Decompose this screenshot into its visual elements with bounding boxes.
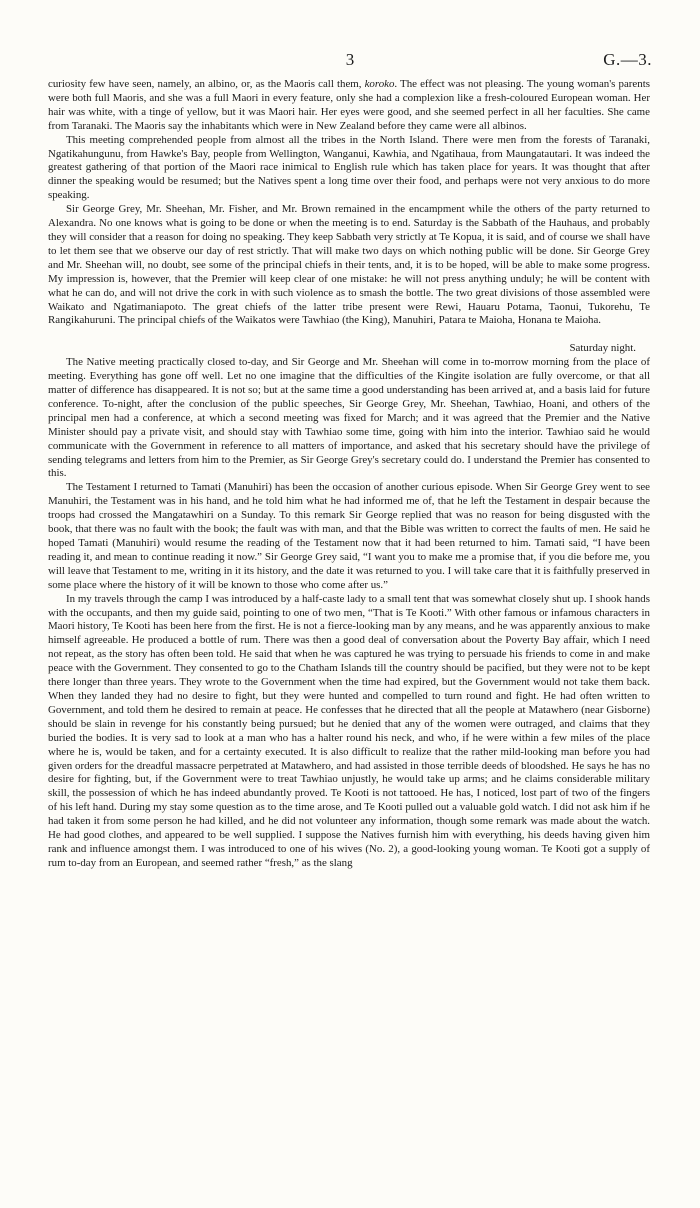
paragraph-meeting-tribes: This meeting comprehended people from almost all the tribes in the North Island. There were men from the forests of Taranaki, Ngatikahungunu, from Hawke's Bay, people from Wellington, Wanganui, Kawhia, and Ngatihaua, from Maungatautari. It was indeed the greatest gathering of that portion of the Maori race inimical to English rule which has taken place for years. It was thought that after dinner the speaking would be resumed; but the Natives spent a long time over their food, and perhaps were not very anxious to do more speaking. [48, 133, 650, 202]
paragraph-testament: The Testament I returned to Tamati (Manuhiri) has been the occasion of another curious episode. When Sir George Grey went to see Manuhiri, the Testament was in his hand, and he told him what he had informed me of, that he left the Testament in despair because the troops had crossed the Mangatawhiri on a Sunday. To this remark Sir George replied that was no reason for being disgusted with the book, that there was no fault with the book; the fault was with man, and that the Bible was written to correct the faults of men. He said he hoped Tamati (Manuhiri) would resume the reading of the Testament now that it had been returned to him. Tamati said, “I have been reading it, and mean to continue reading it now.” Sir George Grey said, “I want you to make me a promise that, if you die before me, you will leave that Testament to me, writing in it its history, and the date it was returned to you. I will take care that it is faithfully preserved in some place where the history of it will be known to those who come after us.” [48, 481, 650, 591]
page-header [48, 50, 652, 74]
italic-term: koroko [364, 78, 395, 90]
document-body [48, 78, 650, 871]
page-number: 3 [345, 50, 355, 69]
document-reference: G.—3. [603, 50, 652, 69]
dateline: Saturday night. [569, 342, 636, 355]
paragraph-meeting-closed: The Native meeting practically closed to-day, and Sir George and Mr. Sheehan will come in to-morrow morning from the place of meeting. Everything has gone off well. Let no one imagine that the difficulties of the Kingite isolation are fully overcome, or that all matter of difference has disappeared. It is not so; but at the same time a good understanding has been arrived at, and a basis laid for future conference. To-night, after the conclusion of the public speeches, Sir George Grey, Mr. Sheehan, Tawhiao, Hoani, and others of the principal men had a conference, at which a second meeting was fixed for March; and it was agreed that the Premier and the Native Minister should pay a private visit, and should stay with Tawhiao some time, going with him into the interior. Tawhiao said he would communicate with the Government in reference to all matters of importance, and asked that his secretary should have the privilege of sending telegrams and letters from him to the Premier, as Sir George Grey's secretary could do. I understand the Premier has consented to this. [48, 356, 650, 480]
paragraph-encampment: Sir George Grey, Mr. Sheehan, Mr. Fisher, and Mr. Brown remained in the encampment while the others of the party returned to Alexandra. No one knows what is going to be done or when the meeting is to end. Saturday is the Sabbath of the Hauhaus, and probably they will consider that a reason for doing no speaking. They keep Sabbath very strictly at Te Kopua, it is said, and of course we shall have to let them see that we observe our day of rest strictly. That will make two days on which nothing public will be done. Sir George Grey and Mr. Sheehan will, no doubt, see some of the principal chiefs in their tents, and, it is to be hoped, will be able to make some progress. My impression is, however, that the Premier will keep clear of one mistake: he will not press anything unduly; he will be content with what he can do, and will not drive the cork in with such violence as to smash the bottle. The two great divisions of those assembled were Waikato and Ngatimaniapoto. The great chiefs of the latter tribe present were Rewi, Hauaru Potama, Taonui, Tukorehu, Te Rangikahuruni. The principal chiefs of the Waikatos were Tawhiao (the King), Manuhiri, Patara te Maioha, Honana te Maioha. [48, 203, 650, 327]
paragraph-albino: curiosity few have seen, namely, an albino, or, as the Maoris call them, koroko. The effect was not pleasing. The young woman's parents were both full Maoris, and she was a full Maori in every feature, only she had a complexion like a fresh-coloured European woman. Her hair was white, with a tinge of yellow, but it was Maori hair. Her eyes were good, and she seemed perfect in all her faculties. She came from Taranaki. The Maoris say the inhabitants which were in New Zealand before they came were all albinos. [48, 78, 650, 132]
paragraph-te-kooti: In my travels through the camp I was introduced by a half-caste lady to a small tent that was somewhat closely shut up. I shook hands with the occupants, and then my guide said, pointing to one of two men, “That is Te Kooti.” With other famous or infamous characters in Maori history, Te Kooti has been here from the first. He is not a fierce-looking man by any means, and he was apparently anxious to make himself agreeable. He produced a bottle of rum. There was then a good deal of conversation about the Poverty Bay affair, which I need not repeat, as the story has often been told. He said that when he was captured he was trying to persuade his friends to come in and make peace with the Government. They consented to go to the Chatham Islands till the country should be pacified, but they were not to be kept there longer than three years. They wrote to the Government when the time had expired, but the Government would not take them back. When they landed they had no desire to fight, but they were hunted and compelled to turn round and fight. He had often written to Government, and told them he desired to remain at peace. He confesses that he directed that all the people at Matawhero (near Gisborne) should be slain in revenge for his constantly being pursued; but he denied that any of the women were outraged, and claims that they buried the bodies. It is very sad to look at a man who has a halter round his neck, and who, if he were within a few miles of the place where he is, would be taken, and for a certainty executed. It is also difficult to realize that the rather mild-looking man before you had given orders for the dreadful massacre perpetrated at Matawhero, and had assisted in those terrible deeds of bloodshed. He says he has no desire for fighting, but, if the Government were to treat Tawhiao unjustly, he would take up arms; and he claims considerable military skill, the possession of which he has indeed abundantly proved. Te Kooti is not tattooed. He has, I noticed, lost part of two of the fingers of his left hand. During my stay some question as to the time arose, and Te Kooti pulled out a valuable gold watch. I did not ask him if he had taken it from some person he had killed, and he did not volunteer any information, though some remark was made about the watch. He had good clothes, and appeared to be well supplied. I suppose the Natives furnish him with everything, his deeds having given him rank and influence amongst them. I was introduced to one of his wives (No. 2), a good-looking young woman. Te Kooti got a supply of rum to-day from an European, and seemed rather “fresh,” as the slang [48, 592, 650, 869]
